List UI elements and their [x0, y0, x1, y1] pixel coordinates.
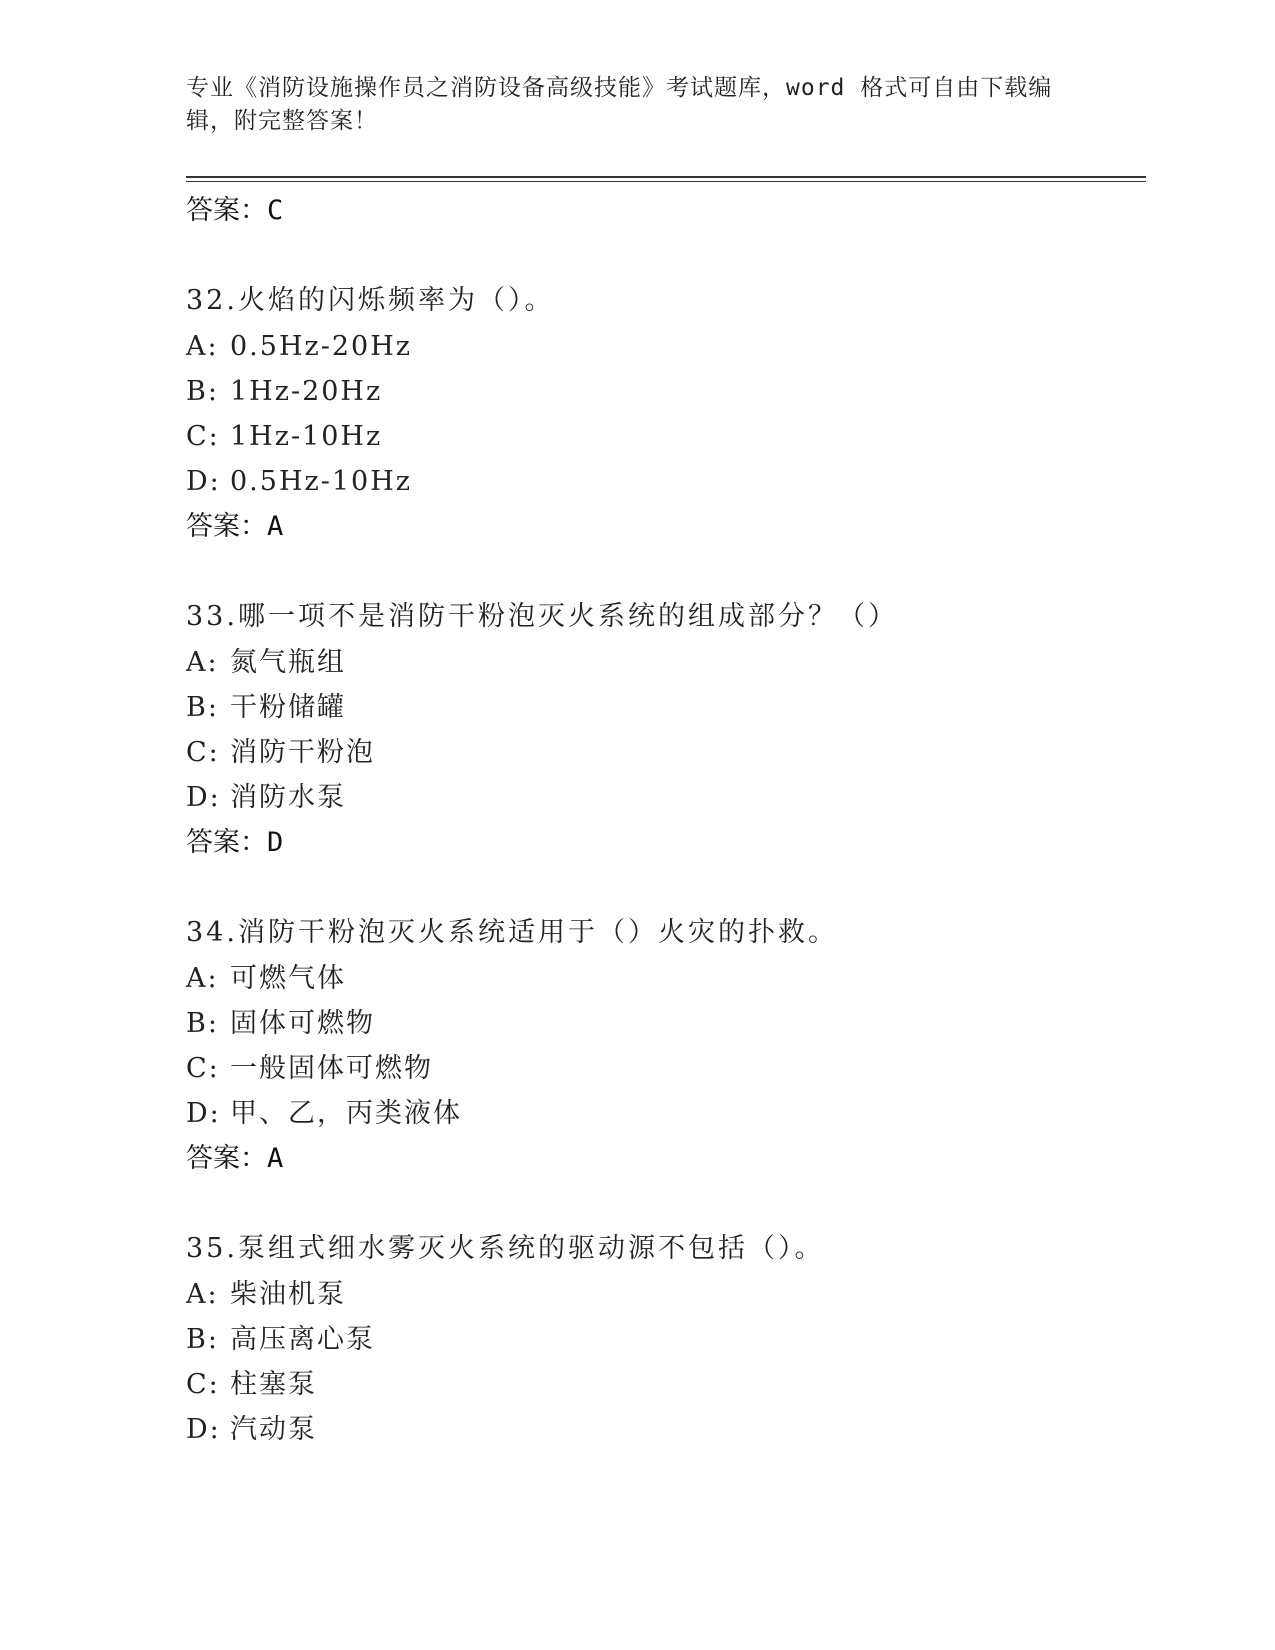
option-d — [186, 1091, 1146, 1136]
previous-answer: 答案：C — [186, 195, 284, 226]
option-letter: D: — [186, 466, 221, 497]
option-b — [186, 1317, 1146, 1362]
document-header — [186, 72, 1066, 138]
option-c — [186, 730, 1146, 775]
option-letter: C: — [186, 421, 220, 452]
option-a — [186, 1272, 1146, 1317]
question-block — [186, 1226, 1146, 1452]
question-text: 34.消防干粉泡灭火系统适用于（）火灾的扑救。 — [186, 917, 838, 948]
option-letter: A: — [186, 963, 219, 994]
option-text: 甲、乙，丙类液体 — [230, 1098, 462, 1129]
option-b — [186, 685, 1146, 730]
spacer — [186, 866, 1146, 910]
header-divider-thin — [186, 181, 1146, 182]
question-list — [186, 188, 1146, 1452]
option-letter: B: — [186, 376, 219, 407]
option-b — [186, 369, 1146, 414]
header-line-2: 辑，附完整答案！ — [186, 108, 378, 134]
option-letter: A: — [186, 331, 219, 362]
question-text: 33.哪一项不是消防干粉泡灭火系统的组成部分？（） — [186, 601, 898, 632]
option-a — [186, 956, 1146, 1001]
option-letter: C: — [186, 1369, 220, 1400]
question-block — [186, 910, 1146, 1182]
option-b — [186, 1001, 1146, 1046]
option-text: 柴油机泵 — [230, 1279, 346, 1310]
option-text: 高压离心泵 — [230, 1324, 375, 1355]
header-divider-thick — [186, 176, 1146, 178]
question-block — [186, 594, 1146, 866]
option-text: 消防水泵 — [230, 782, 346, 813]
option-letter: C: — [186, 1053, 220, 1084]
option-letter: D: — [186, 1414, 221, 1445]
option-a — [186, 324, 1146, 369]
option-letter: A: — [186, 647, 219, 678]
option-letter: D: — [186, 782, 221, 813]
option-letter: B: — [186, 692, 219, 723]
answer-text: 答案：A — [186, 511, 284, 542]
question-text: 35.泵组式细水雾灭火系统的驱动源不包括（）。 — [186, 1233, 825, 1264]
option-text: 0.5Hz-10Hz — [230, 466, 412, 497]
option-c — [186, 414, 1146, 459]
option-d — [186, 459, 1146, 504]
option-text: 1Hz-20Hz — [230, 376, 383, 407]
option-letter: A: — [186, 1279, 219, 1310]
answer-text: 答案：A — [186, 1143, 284, 1174]
spacer — [186, 234, 1146, 278]
option-letter: B: — [186, 1008, 219, 1039]
spacer — [186, 550, 1146, 594]
option-text: 一般固体可燃物 — [230, 1053, 433, 1084]
option-text: 消防干粉泡 — [230, 737, 375, 768]
option-text: 可燃气体 — [230, 963, 346, 994]
option-c — [186, 1362, 1146, 1407]
option-text: 1Hz-10Hz — [230, 421, 383, 452]
option-letter: D: — [186, 1098, 221, 1129]
option-text: 氮气瓶组 — [230, 647, 346, 678]
option-d — [186, 1407, 1146, 1452]
question-block — [186, 278, 1146, 550]
option-text: 固体可燃物 — [230, 1008, 375, 1039]
option-c — [186, 1046, 1146, 1091]
header-line-1: 专业《消防设施操作员之消防设备高级技能》考试题库，word 格式可自由下载编 — [186, 75, 1053, 101]
question-text: 32.火焰的闪烁频率为（）。 — [186, 285, 555, 316]
option-text: 柱塞泵 — [230, 1369, 317, 1400]
option-text: 干粉储罐 — [230, 692, 346, 723]
option-a — [186, 640, 1146, 685]
option-text: 0.5Hz-20Hz — [230, 331, 412, 362]
spacer — [186, 1182, 1146, 1226]
answer-text: 答案：D — [186, 827, 284, 858]
option-letter: C: — [186, 737, 220, 768]
option-d — [186, 775, 1146, 820]
option-text: 汽动泵 — [230, 1414, 317, 1445]
option-letter: B: — [186, 1324, 219, 1355]
